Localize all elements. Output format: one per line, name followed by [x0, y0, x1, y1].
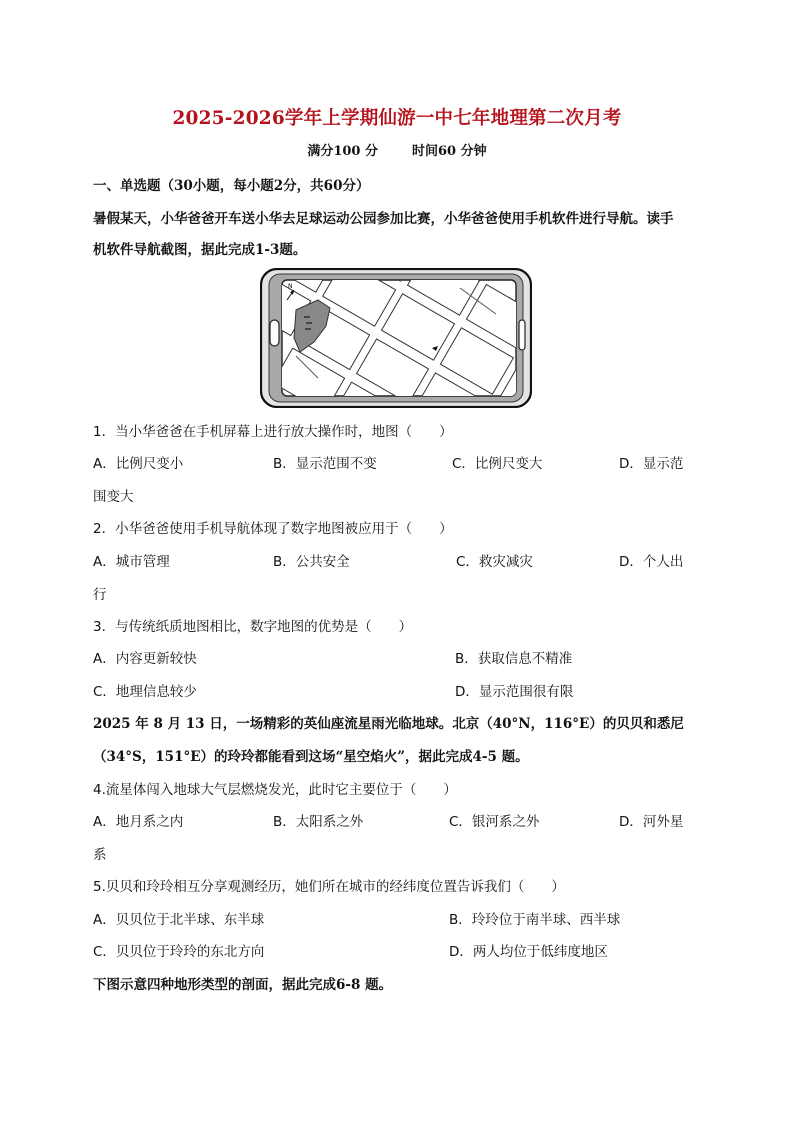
question-4-option-c: C．银河系之外 [449, 814, 540, 830]
score-time-line [0, 140, 794, 159]
intro-paragraph-1-line2: 机软件导航截图，据此完成1-3题。 [93, 242, 307, 258]
question-2-option-d-wrap: 行 [93, 587, 107, 603]
question-1-stem: 1．当小华爸爸在手机屏幕上进行放大操作时，地图（ ） [93, 424, 453, 440]
phone-map-figure [260, 268, 532, 408]
intro-paragraph-2-line1: 2025 年 8 月 13 日，一场精彩的英仙座流星雨光临地球。北京（40°N，116°E）的贝贝和悉尼 [93, 716, 684, 732]
intro-paragraph-1-line1: 暑假某天，小华爸爸开车送小华去足球运动公园参加比赛，小华爸爸使用手机软件进行导航。读手 [93, 211, 674, 227]
question-2-option-a: A．城市管理 [93, 554, 170, 570]
question-2-stem: 2．小华爸爸使用手机导航体现了数字地图被应用于（ ） [93, 521, 453, 537]
question-2-option-b: B．公共安全 [273, 554, 350, 570]
question-3-option-b: B．获取信息不精准 [455, 651, 573, 667]
intro-paragraph-3: 下图示意四种地形类型的剖面，据此完成6-8 题。 [93, 977, 393, 993]
question-3-stem: 3．与传统纸质地图相比，数字地图的优势是（ ） [93, 619, 413, 635]
question-4-option-d-wrap: 系 [93, 847, 107, 863]
question-4-stem: 4.流星体闯入地球大气层燃烧发光，此时它主要位于（ ） [93, 782, 457, 798]
question-3-option-d: D．显示范围很有限 [455, 684, 574, 700]
question-5-option-d: D．两人均位于低纬度地区 [449, 944, 608, 960]
question-2-option-c: C．救灾减灾 [456, 554, 533, 570]
question-5-option-b: B．玲玲位于南半球、西半球 [449, 912, 621, 928]
svg-text:N: N [288, 283, 293, 290]
question-4-option-d: D．河外星 [619, 814, 684, 830]
total-score: 满分100 分 [307, 144, 379, 159]
question-4-option-a: A．地月系之内 [93, 814, 184, 830]
question-1-option-b: B．显示范围不变 [273, 456, 377, 472]
question-1-option-d: D．显示范 [619, 456, 684, 472]
question-1-option-c: C．比例尺变大 [452, 456, 543, 472]
question-3-option-c: C．地理信息较少 [93, 684, 197, 700]
question-5-option-c: C．贝贝位于玲玲的东北方向 [93, 944, 265, 960]
exam-title: 2025-2026学年上学期仙游一中七年地理第二次月考 [172, 108, 622, 129]
question-5-stem: 5.贝贝和玲玲相互分享观测经历，她们所在城市的经纬度位置告诉我们（ ） [93, 879, 565, 895]
intro-paragraph-2-line2: （34°S，151°E）的玲玲都能看到这场“星空焰火”，据此完成4-5 题。 [93, 749, 529, 765]
question-5-option-a: A．贝贝位于北半球、东半球 [93, 912, 265, 928]
question-4-option-b: B．太阳系之外 [273, 814, 364, 830]
phone-map-image [260, 268, 532, 408]
time-limit: 时间60 分钟 [412, 144, 487, 159]
question-1-option-d-wrap: 围变大 [93, 489, 134, 505]
section-heading: 一、单选题（30小题，每小题2分，共60分） [93, 178, 370, 194]
question-1-option-a: A．比例尺变小 [93, 456, 184, 472]
question-3-option-a: A．内容更新较快 [93, 651, 197, 667]
question-2-option-d: D．个人出 [619, 554, 684, 570]
